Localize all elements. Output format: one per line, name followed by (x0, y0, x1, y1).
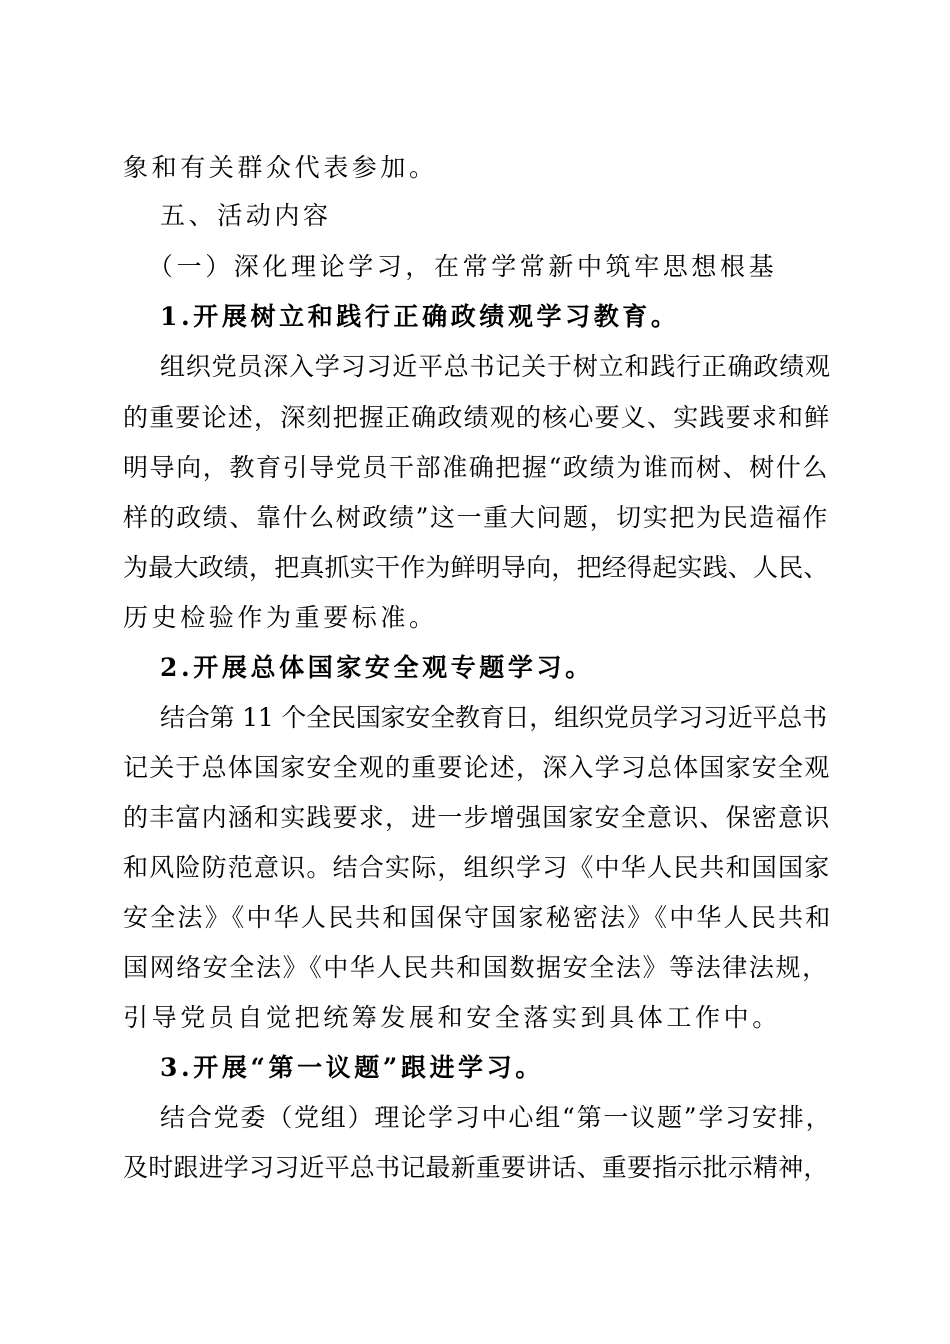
body-text-line: 为最大政绩，把真抓实干作为鲜明导向，把经得起实践、人民、 (123, 553, 829, 582)
body-text-line: 的丰富内涵和实践要求，进一步增强国家安全意识、保密意识 (123, 803, 831, 832)
item-heading: 1.开展树立和践行正确政绩观学习教育。 (160, 302, 680, 331)
item-heading: 3.开展“第一议题”跟进学习。 (160, 1053, 544, 1082)
body-text-line: 国网络安全法》《中华人民共和国数据安全法》等法律法规， (123, 953, 829, 982)
section-heading: 五、活动内容 (160, 201, 332, 230)
body-text-line: 象和有关群众代表参加。 (123, 153, 438, 182)
body-text-line: 及时跟进学习习近平总书记最新重要讲话、重要指示批示精神， (123, 1153, 829, 1182)
body-text-line: 组织党员深入学习习近平总书记关于树立和践行正确政绩观 (160, 352, 831, 381)
body-text-line: 样的政绩、靠什么树政绩”这一重大问题，切实把为民造福作 (123, 503, 829, 532)
body-text-line: 引导党员自觉把统筹发展和安全落实到具体工作中。 (123, 1003, 781, 1032)
body-text-line: 和风险防范意识。结合实际，组织学习《中华人民共和国国家 (123, 853, 831, 882)
subsection-heading: （一）深化理论学习，在常学常新中筑牢思想根基 (148, 252, 778, 281)
body-text-line: 记关于总体国家安全观的重要论述，深入学习总体国家安全观 (123, 753, 831, 782)
body-text-line: 结合党委（党组）理论学习中心组“第一议题”学习安排， (160, 1103, 833, 1132)
body-text-line: 安全法》《中华人民共和国保守国家秘密法》《中华人民共和 (123, 903, 833, 932)
body-text-line: 历史检验作为重要标准。 (123, 603, 438, 632)
body-text-line: 结合第 11 个全民国家安全教育日，组织党员学习习近平总书 (160, 703, 827, 732)
item-heading: 2.开展总体国家安全观专题学习。 (160, 653, 594, 682)
body-text-line: 明导向，教育引导党员干部准确把握“政绩为谁而树、树什么 (123, 453, 829, 482)
body-text-line: 的重要论述，深刻把握正确政绩观的核心要义、实践要求和鲜 (123, 403, 831, 432)
